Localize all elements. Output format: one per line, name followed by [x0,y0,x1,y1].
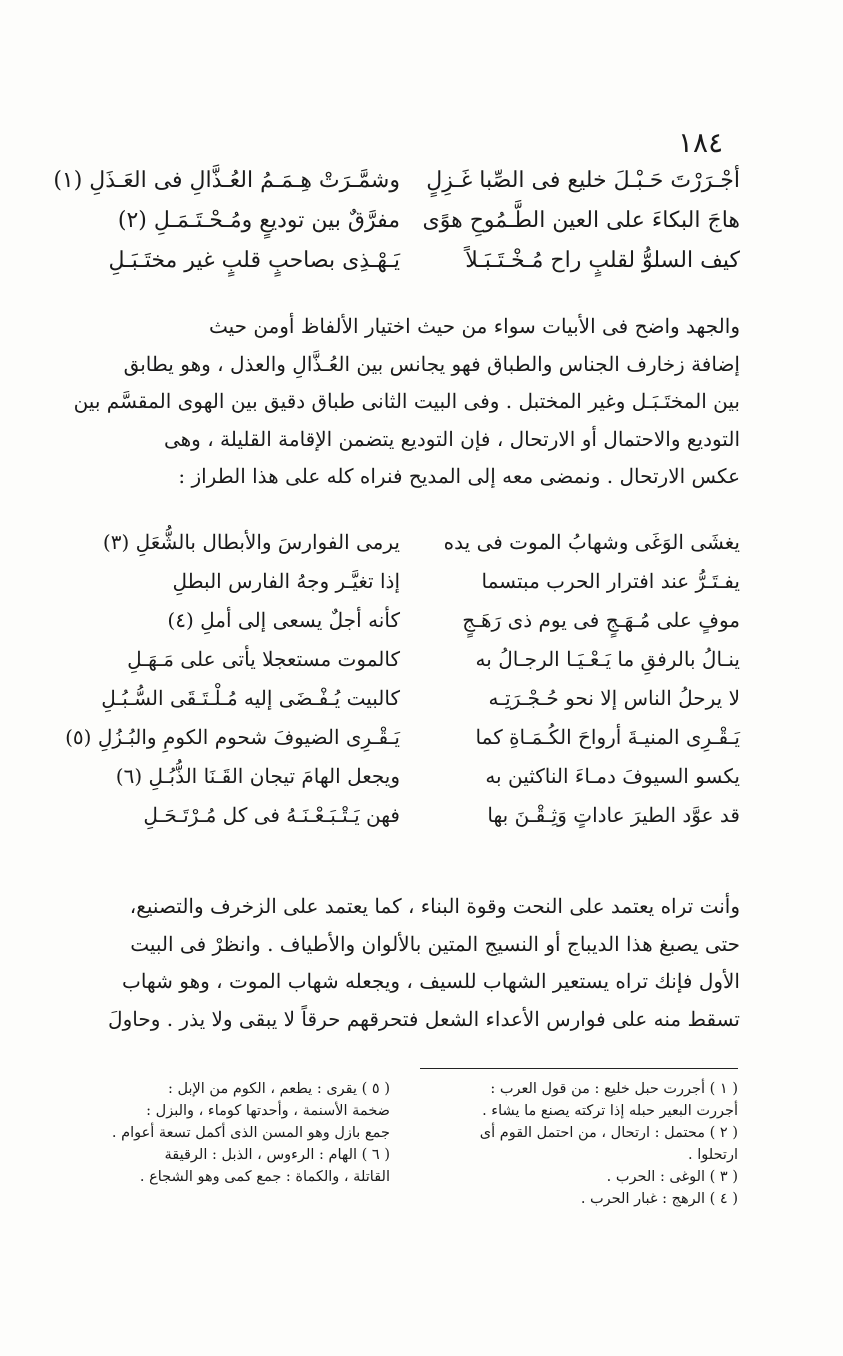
footnote-line: ( ٢ ) محتمل : ارتحال ، من احتمل القوم أى [479,1125,738,1141]
footnote-divider [420,1068,738,1069]
verse-first-hemistich: أجْـرَرْتَ حَـبْـلَ خليع فى الصِّبا غَـزِلٍ [426,168,740,193]
paragraph-line: إضافة زخارف الجناس والطباق فهو يجانس بين العُـذَّالِ والعذل ، وهو يطابق [123,351,740,376]
verse-first-hemistich: موفٍ على مُـهَـجٍ فى يوم ذى رَهَـجٍ [462,608,740,632]
verse-first-hemistich: يفـتَـرُّ عند افترار الحرب مبتسما [481,569,740,593]
verse-first-hemistich: لا يرحلُ الناس إلا نحو حُـجْـرَتِـه [488,686,740,710]
paragraph-line: وأنت تراه يعتمد على النحت وقوة البناء ، كما يعتمد على الزخرف والتصنيع، [129,894,740,918]
verse-first-hemistich: هاجَ البكاءَ على العين الطَّـمُوحِ هوًى [422,208,740,233]
verse-first-hemistich: ينـالُ بالرفقِ ما يَـعْـيَـا الرجـالُ به [475,647,740,671]
verse-line [60,764,740,803]
paragraph-line: الأول فإنك تراه يستعير الشهاب للسيف ، ويجعله شهاب الموت ، وهو شهاب [122,969,740,993]
page-number: ١٨٤ [678,126,724,159]
paragraph-line: عكس الارتحال . ونمضى معه إلى المديح فنراه كله على هذا الطراز : [178,464,740,488]
verse-line [60,647,740,686]
footnote-line: ( ٣ ) الوغى : الحرب . [606,1169,738,1185]
footnote-line: جمع بازل وهو المسن الذى أكمل تسعة أعوام . [111,1125,390,1141]
footnote-line: ( ٤ ) الرهج : غبار الحرب . [580,1191,738,1207]
verse-line [60,686,740,725]
verse-first-hemistich: كيف السلوُّ لقلبٍ راح مُـخْـتَـبَـلاً [465,248,740,273]
footnotes-left-column [60,1078,390,1188]
verse-line [53,168,740,208]
verse-second-hemistich: كالبيت يُـفْـضَى إليه مُـلْـتَـقَى السُّـبُـلِ [101,686,400,710]
verses-praise [60,530,740,842]
paragraph-line: حتى يصبغ هذا الديباج أو النسيج المتين بالألوان والأطياف . وانظرْ فى البيت [130,931,740,956]
verse-line [60,530,740,569]
verse-second-hemistich: كأنه أجلٌ يسعى إلى أملِ (٤) [167,608,400,632]
footnote-line: ( ٥ ) يقرى : يطعم ، الكوم من الإبل : [167,1081,390,1097]
paragraph-commentary [62,888,740,1038]
verse-first-hemistich: يغشَى الوَغَى وشهابُ الموت فى يده [443,530,740,554]
verse-line [60,569,740,608]
verse-line [60,208,740,248]
paragraph-line: بين المختَـبَـل وغير المختبل . وفى البيت الثانى طباق دقيق بين الهوى المقسَّم بين [73,389,740,413]
verse-line [60,248,740,288]
verse-second-hemistich: يرمى الفوارسَ والأبطال بالشُّعَلِ (٣) [102,530,400,554]
verse-first-hemistich: يَـقْـرِى المنيـةَ أرواحَ الكُـمَـاةِ كما [475,725,740,749]
verse-second-hemistich: إذا تغيَّـر وجهُ الفارس البطلِ [172,569,400,593]
verse-second-hemistich: يَـهْـذِى بصاحبٍ قلبٍ غير مختَـبَـلِ [108,248,400,273]
footnote-line: أجررت البعير حبله إذا تركته يصنع ما يشاء . [482,1103,738,1119]
paragraph-analysis [62,308,740,496]
verse-second-hemistich: فهن يَـتْـبَـعْـنَـهُ فى كل مُـرْتَـحَـلِ [143,803,400,827]
footnote-line: ( ٦ ) الهام : الرءوس ، الذبل : الرقيقة [164,1147,390,1163]
verse-line [60,725,740,764]
footnote-line: ( ١ ) أجررت حبل خليع : من قول العرب : [490,1081,738,1097]
footnote-line: القاتلة ، والكماة : جمع كمى وهو الشجاع . [139,1169,390,1185]
footnote-line: ضخمة الأسنمة ، وأحدتها كوماء ، والبزل : [146,1103,390,1119]
verse-second-hemistich: يَـقْـرِى الضيوفَ شحوم الكومِ والبُـزُلِ (٥) [65,725,400,749]
verse-second-hemistich: ويجعل الهامَ تيجان القَـنَا الذُّبُـلِ (٦) [115,764,400,788]
footnote-line: ارتحلوا . [688,1147,738,1163]
verses-top [53,168,740,288]
verse-second-hemistich: كالموت مستعجلا يأتى على مَـهَـلِ [127,647,400,671]
verse-second-hemistich: وشمَّـرَتْ هِـمَـمُ العُـذَّالِ فى العَـذَلِ (١) [53,168,400,193]
verse-second-hemistich: مفرَّقٌ بين توديعٍ ومُـحْـتَـمَـلِ (٢) [117,208,400,233]
verse-line [60,608,740,647]
paragraph-line: التوديع والاحتمال أو الارتحال ، فإن التوديع يتضمن الإقامة القليلة ، وهى [163,426,740,451]
paragraph-line: تسقط منه على فوارس الأعداء الشعل فتحرقهم حرقاً لا يبقى ولا يذر . وحاولَ [108,1006,740,1031]
verse-first-hemistich: يكسو السيوفَ دمـاءَ الناكثين به [485,764,740,788]
paragraph-line: والجهد واضح فى الأبيات سواء من حيث اختيار الألفاظ أومن حيث [208,314,740,338]
verse-line [60,803,740,842]
footnotes-right-column [412,1078,738,1210]
verse-first-hemistich: قد عوَّد الطيرَ عاداتٍ وَثِـقْـنَ بها [487,803,740,827]
